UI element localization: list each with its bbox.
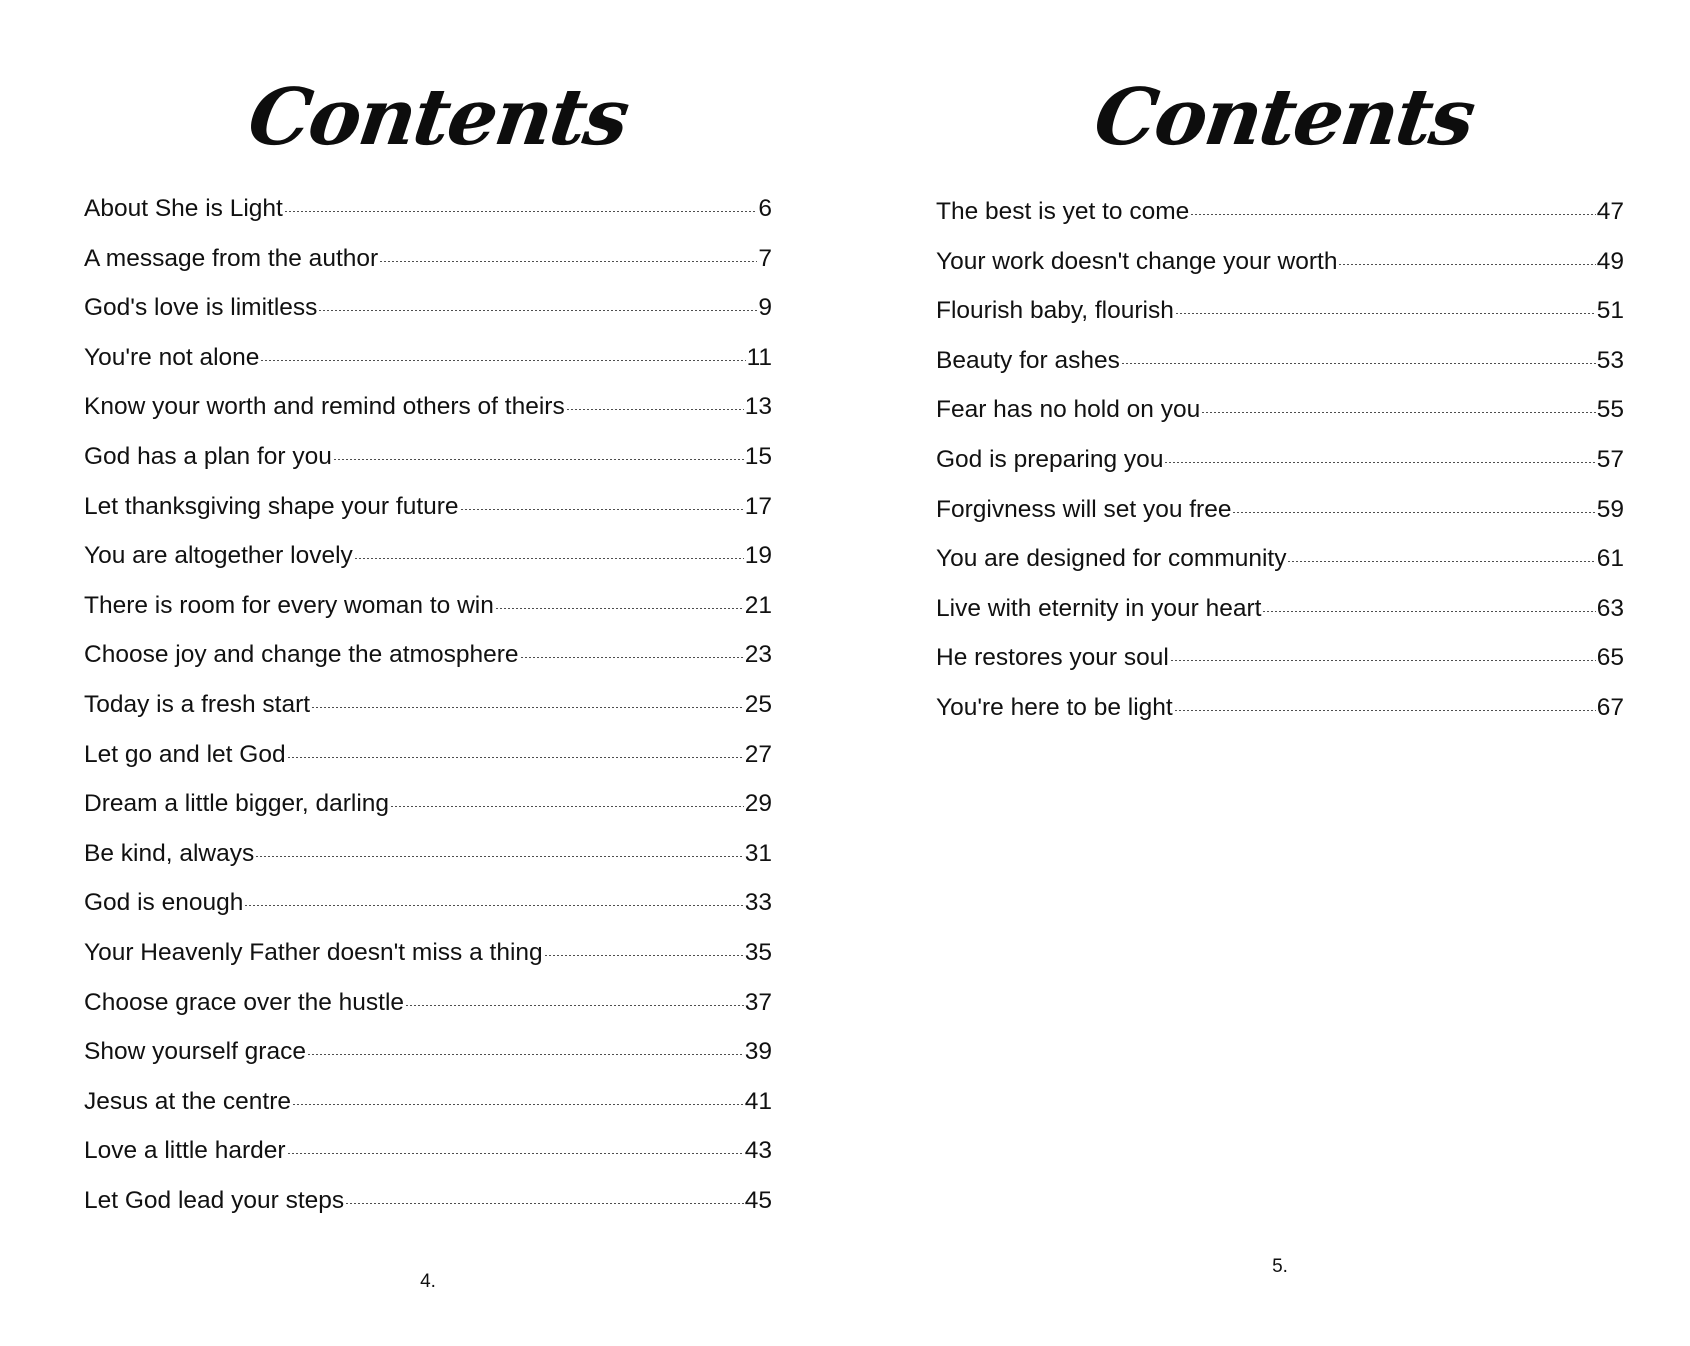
toc-entry-page-number: 45 — [744, 1186, 772, 1214]
toc-entry — [84, 591, 772, 641]
toc-entry-title: He restores your soul — [936, 644, 1169, 672]
dot-leader — [318, 305, 757, 311]
toc-entry — [936, 395, 1624, 445]
toc-entry-page-number: 9 — [758, 294, 772, 322]
toc-entry-title: Know your worth and remind others of theirs — [84, 393, 565, 421]
dot-leader — [260, 355, 745, 361]
toc-entry — [84, 343, 772, 393]
toc-entry-page-number: 41 — [744, 1087, 772, 1115]
toc-entry — [84, 244, 772, 294]
dot-leader — [287, 1148, 744, 1154]
toc-entry-title: God's love is limitless — [84, 294, 318, 322]
toc-entry — [84, 442, 772, 492]
toc-entry-title: About She is Light — [84, 195, 283, 222]
dot-leader — [405, 1000, 744, 1006]
toc-entry-page-number: 31 — [744, 839, 772, 867]
toc-entry-page-number: 51 — [1596, 297, 1624, 325]
dot-leader — [1170, 655, 1596, 661]
toc-entry-page-number: 59 — [1596, 495, 1624, 523]
dot-leader — [566, 404, 744, 410]
toc-entry — [936, 544, 1624, 594]
toc-entry-title: A message from the author — [84, 244, 379, 272]
toc-entry — [84, 541, 772, 591]
dot-leader — [1262, 606, 1595, 612]
toc-entry-title: Live with eternity in your heart — [936, 594, 1262, 622]
toc-entry-title: Fear has no hold on you — [936, 396, 1201, 424]
toc-entry — [84, 1186, 772, 1236]
toc-entry — [84, 293, 772, 343]
toc-entry-page-number: 65 — [1596, 644, 1624, 672]
dot-leader — [244, 900, 743, 906]
toc-entry-title: God is enough — [84, 889, 244, 917]
toc-entry-page-number: 6 — [758, 195, 772, 222]
dot-leader — [284, 206, 758, 212]
toc-entry-page-number: 11 — [746, 343, 772, 371]
dot-leader — [354, 553, 744, 559]
toc-entry-title: Beauty for ashes — [936, 346, 1120, 374]
toc-entry-page-number: 47 — [1596, 198, 1624, 225]
dot-leader — [1190, 209, 1595, 215]
toc-entry — [84, 640, 772, 690]
toc-entry — [936, 445, 1624, 495]
dot-leader — [311, 702, 744, 708]
toc-entry-title: Today is a fresh start — [84, 690, 311, 718]
dot-leader — [345, 1198, 744, 1204]
dot-leader — [390, 801, 744, 807]
toc-entry-page-number: 67 — [1596, 693, 1624, 721]
toc-entry-title: Forgivness will set you free — [936, 495, 1232, 523]
toc-entry-title: You're here to be light — [936, 693, 1173, 721]
toc-entry-page-number: 57 — [1596, 445, 1624, 473]
dot-leader — [1164, 457, 1595, 463]
toc-entry — [84, 392, 772, 442]
dot-leader — [379, 256, 757, 262]
toc-entry — [84, 492, 772, 542]
toc-entry-page-number: 27 — [744, 740, 772, 768]
toc-entry-page-number: 7 — [758, 244, 772, 272]
toc-entry — [936, 346, 1624, 396]
toc-entry-page-number: 53 — [1596, 346, 1624, 374]
dot-leader — [255, 851, 744, 857]
dot-leader — [1175, 308, 1596, 314]
toc-entry-title: Be kind, always — [84, 839, 255, 867]
toc-entry-page-number: 13 — [744, 393, 772, 421]
toc-entry-title: Let thanksgiving shape your future — [84, 492, 459, 520]
toc-entry-page-number: 43 — [744, 1137, 772, 1165]
toc-entry-title: Let go and let God — [84, 740, 286, 768]
toc-entry-page-number: 29 — [744, 790, 772, 818]
toc-entry-page-number: 25 — [744, 690, 772, 718]
toc-entry — [936, 296, 1624, 346]
toc-entry-page-number: 17 — [744, 492, 772, 520]
toc-entry-page-number: 33 — [744, 889, 772, 917]
toc-entry — [936, 643, 1624, 693]
toc-entry-page-number: 23 — [744, 641, 772, 669]
toc-entry-page-number: 39 — [744, 1038, 772, 1066]
toc-entry — [936, 594, 1624, 644]
dot-leader — [287, 752, 744, 758]
toc-entry-title: The best is yet to come — [936, 198, 1190, 225]
toc-list — [84, 194, 772, 1235]
toc-entry-title: Choose grace over the hustle — [84, 988, 405, 1016]
dot-leader — [1232, 507, 1595, 513]
toc-entry-title: Let God lead your steps — [84, 1186, 345, 1214]
toc-entry-title: You are altogether lovely — [84, 542, 353, 570]
toc-entry-page-number: 49 — [1596, 247, 1624, 275]
toc-entry — [84, 1087, 772, 1137]
contents-title: Contents — [1089, 72, 1479, 163]
toc-entry — [936, 197, 1624, 247]
toc-entry-page-number: 37 — [744, 988, 772, 1016]
toc-entry — [84, 194, 772, 244]
toc-entry-title: There is room for every woman to win — [84, 591, 494, 619]
toc-entry-page-number: 21 — [744, 591, 772, 619]
toc-entry-title: Choose joy and change the atmosphere — [84, 641, 519, 669]
toc-entry — [936, 495, 1624, 545]
toc-entry — [936, 247, 1624, 297]
toc-entry-title: Love a little harder — [84, 1137, 286, 1165]
toc-entry — [84, 888, 772, 938]
toc-entry — [84, 988, 772, 1038]
toc-entry-page-number: 63 — [1596, 594, 1624, 622]
dot-leader — [544, 950, 744, 956]
dot-leader — [333, 454, 744, 460]
toc-entry-title: God has a plan for you — [84, 442, 332, 470]
toc-entry — [84, 740, 772, 790]
dot-leader — [307, 1049, 744, 1055]
page-number: 4. — [420, 1271, 436, 1292]
right-page — [936, 0, 1624, 1346]
toc-entry — [84, 938, 772, 988]
dot-leader — [1338, 259, 1595, 265]
toc-entry-page-number: 61 — [1596, 545, 1624, 573]
dot-leader — [520, 652, 744, 658]
dot-leader — [1287, 556, 1595, 562]
toc-entry-title: Show yourself grace — [84, 1038, 306, 1066]
dot-leader — [292, 1099, 744, 1105]
toc-entry — [936, 693, 1624, 743]
dot-leader — [1174, 705, 1596, 711]
contents-title: Contents — [243, 72, 633, 163]
toc-entry-page-number: 35 — [744, 938, 772, 966]
toc-entry-title: Jesus at the centre — [84, 1087, 292, 1115]
toc-entry-title: You are designed for community — [936, 545, 1287, 573]
toc-entry — [84, 839, 772, 889]
dot-leader — [1201, 407, 1595, 413]
toc-entry — [84, 789, 772, 839]
dot-leader — [460, 504, 744, 510]
toc-entry — [84, 1136, 772, 1186]
toc-entry-title: Dream a little bigger, darling — [84, 790, 390, 818]
toc-entry — [84, 1037, 772, 1087]
toc-entry-page-number: 15 — [744, 442, 772, 470]
toc-entry-title: Your work doesn't change your worth — [936, 247, 1338, 275]
left-page — [84, 0, 772, 1346]
toc-list — [936, 197, 1624, 743]
dot-leader — [495, 603, 744, 609]
dot-leader — [1121, 358, 1596, 364]
toc-entry — [84, 690, 772, 740]
toc-entry-title: Your Heavenly Father doesn't miss a thing — [84, 938, 543, 966]
page-number: 5. — [1272, 1256, 1288, 1277]
toc-entry-page-number: 55 — [1596, 396, 1624, 424]
toc-entry-title: Flourish baby, flourish — [936, 297, 1174, 325]
toc-entry-title: God is preparing you — [936, 445, 1164, 473]
toc-entry-title: You're not alone — [84, 343, 260, 371]
toc-entry-page-number: 19 — [744, 542, 772, 570]
